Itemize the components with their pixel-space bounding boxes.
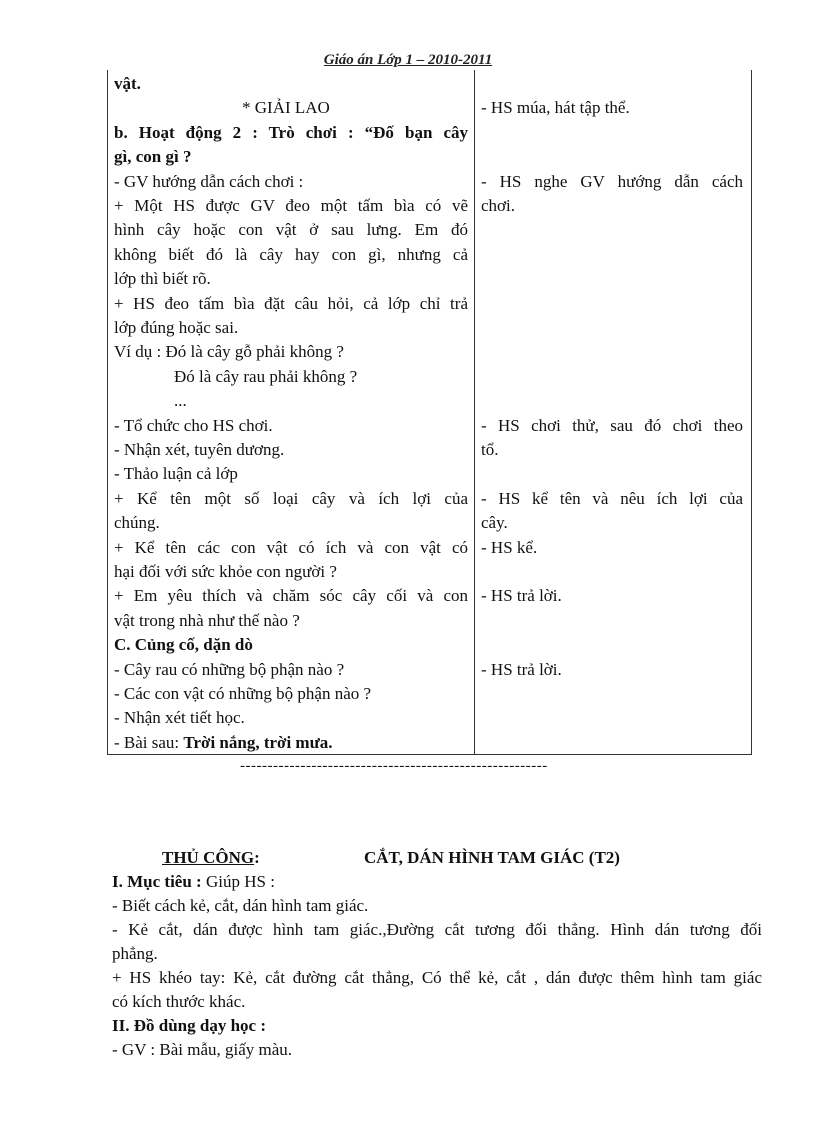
materials-heading: II. Đồ dùng dạy học : (112, 1016, 266, 1035)
left-cell-line: - Tổ chức cho HS chơi. (114, 415, 273, 435)
page-header: Giáo án Lớp 1 – 2010-2011 (323, 52, 493, 68)
left-cell-line: lớp đúng hoặc sai. (114, 318, 239, 337)
objective-line: phẳng. (112, 944, 158, 963)
right-cell-line: chơi. (481, 196, 516, 215)
right-cell-line: - HS múa, hát tập thể. (481, 98, 630, 118)
right-cell-line: - HS chơi thử, sau đó chơi theo (481, 415, 743, 435)
left-cell-line: Ví dụ : Đó là cây gỗ phải không ? (114, 342, 344, 362)
objective-line: - Kẻ cắt, dán được hình tam giác.,Đường cắt tương đối thẳng. Hình dán tương đối (112, 920, 762, 939)
left-cell-line: + Kể tên các con vật có ích và con vật có (114, 537, 468, 557)
left-cell-line: ... (174, 391, 187, 411)
right-cell-line: - HS kể. (481, 537, 538, 557)
objectives-row (112, 870, 762, 894)
left-cell-line: - GV hướng dẫn cách chơi : (114, 171, 304, 191)
left-cell-line: + HS đeo tấm bìa đặt câu hỏi, cả lớp chỉ trả (114, 293, 468, 313)
left-cell-line: - Nhận xét tiết học. (114, 708, 245, 728)
left-cell-line: - Nhận xét, tuyên dương. (114, 440, 285, 459)
craft-lesson-title: CẮT, DÁN HÌNH TAM GIÁC (T2) (364, 848, 620, 867)
left-cell-line: b. Hoạt động 2 : Trò chơi : “Đố bạn cây (114, 122, 468, 142)
left-cell-line: + Một HS được GV đeo một tấm bìa có vẽ (114, 196, 468, 215)
materials-text: - GV : Bài mẫu, giấy màu. (112, 1040, 293, 1059)
left-cell-line: - Thảo luận cả lớp (114, 464, 238, 484)
right-cell-line: - HS trả lời. (481, 586, 562, 606)
left-cell-line: - Các con vật có những bộ phận nào ? (114, 684, 372, 703)
section-separator: -------------------------------------------------------- (240, 758, 548, 774)
next-lesson-title: Trời nắng, trời mưa. (183, 732, 333, 752)
lesson-activity-table (107, 70, 752, 755)
right-cell-line: - HS trả lời. (481, 659, 562, 679)
left-cell-line: + Kể tên một số loại cây và ích lợi của (114, 488, 468, 508)
objectives-intro: Giúp HS : (201, 872, 275, 891)
craft-subject-heading: THỦ CÔNG: (162, 848, 260, 867)
left-cell-line: hình cây hoặc con vật ở sau lưng. Em đó (114, 220, 468, 240)
left-cell-line: - Cây rau có những bộ phận nào ? (114, 659, 345, 679)
column-divider (474, 70, 475, 754)
left-cell-line: vật. (114, 74, 141, 93)
left-cell-line: + Em yêu thích và chăm sóc cây cối và con (114, 586, 468, 606)
left-cell-line: chúng. (114, 513, 160, 533)
left-cell-line: vật trong nhà như thế nào ? (114, 610, 300, 630)
objective-line: - Biết cách kẻ, cắt, dán hình tam giác. (112, 896, 369, 915)
left-cell-line: Đó là cây rau phải không ? (174, 366, 358, 386)
left-cell-line: không biết đó là cây hay con gì, nhưng cả (114, 244, 468, 264)
right-cell-line: cây. (481, 513, 508, 533)
right-cell-line: tổ. (481, 440, 499, 459)
left-cell-line: - Bài sau: Trời nắng, trời mưa. (114, 732, 333, 752)
right-cell-line: - HS kể tên và nêu ích lợi của (481, 488, 743, 508)
left-cell-line: hại đối với sức khỏe con người ? (114, 562, 337, 581)
left-cell-line: * GIẢI LAO (242, 98, 330, 118)
right-cell-line: - HS nghe GV hướng dẫn cách (481, 171, 743, 191)
left-cell-line: C. Củng cố, dặn dò (114, 635, 253, 655)
left-cell-line: lớp thì biết rõ. (114, 269, 211, 289)
left-cell-line: gì, con gì ? (114, 147, 192, 167)
objective-line: có kích thước khác. (112, 992, 246, 1011)
objective-line: + HS khéo tay: Kẻ, cắt đường cắt thẳng, Có thể kẻ, cắt , dán được thêm hình tam giác (112, 968, 762, 987)
objectives-heading: I. Mục tiêu : (112, 872, 202, 891)
